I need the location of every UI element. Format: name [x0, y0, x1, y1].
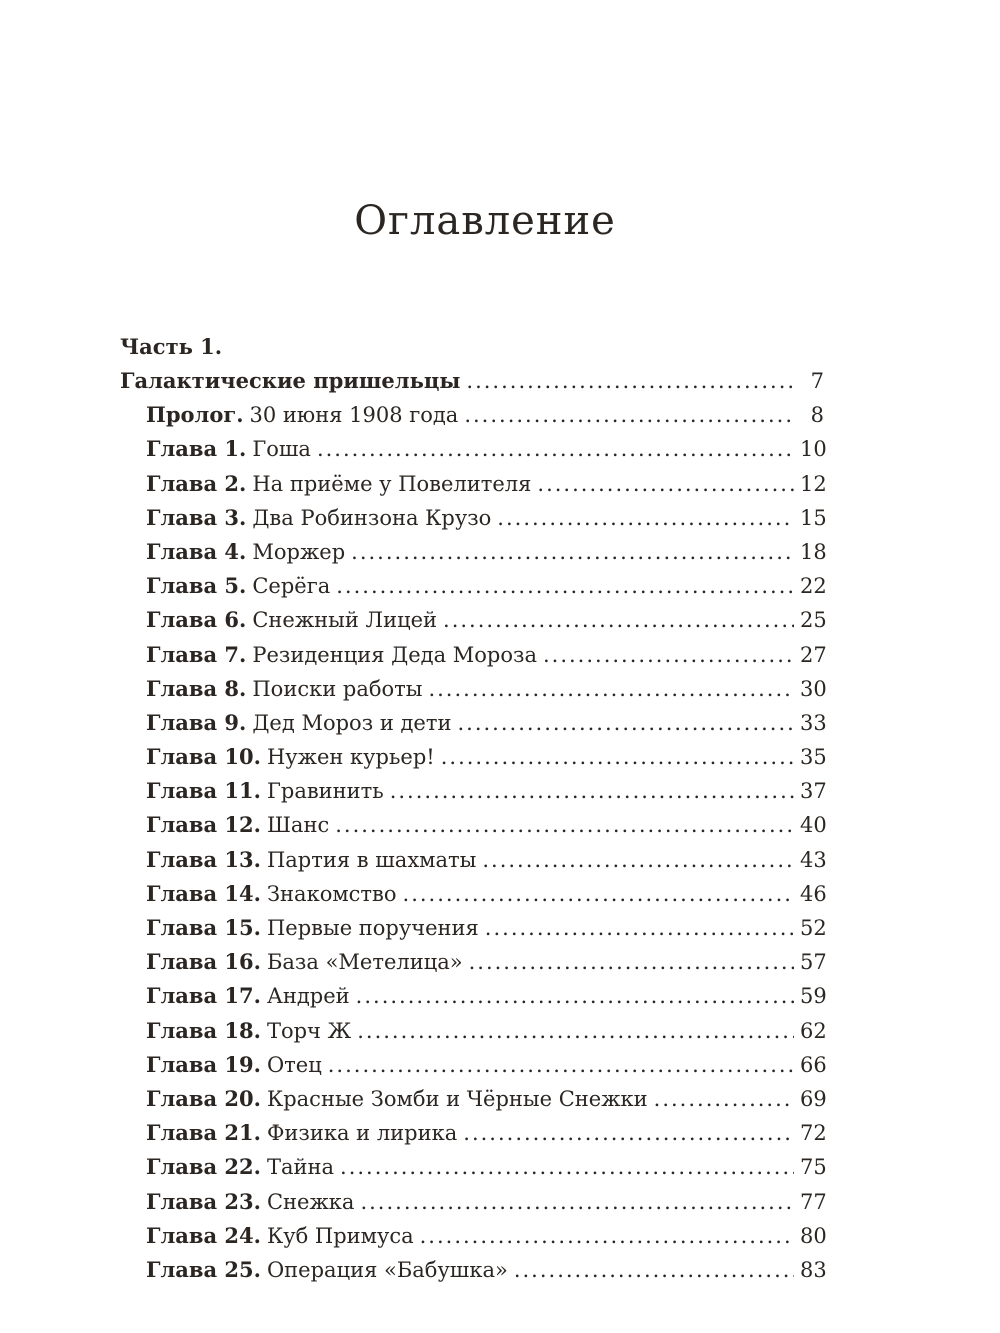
entry-page-number: 15: [800, 505, 827, 530]
dot-leader: [457, 706, 794, 740]
dot-leader: [463, 1116, 794, 1150]
entry-label: Глава 1.: [146, 436, 247, 462]
entry-page-number: 8: [810, 403, 824, 428]
entry-label: Глава 15.: [146, 915, 261, 940]
dot-leader: [428, 672, 794, 706]
toc-entry[interactable]: [120, 535, 827, 569]
entry-title: Первые поручения: [266, 916, 479, 940]
entry-page-number: 33: [800, 710, 827, 735]
entry-title: Красные Зомби и Чёрные Снежки: [266, 1086, 648, 1111]
entry-label: Глава 6.: [146, 607, 247, 633]
dot-leader: [543, 638, 794, 672]
entry-page-number: 75: [800, 1155, 827, 1180]
dot-leader: [340, 1150, 794, 1184]
toc-entry[interactable]: [120, 1082, 827, 1116]
toc-entry[interactable]: [120, 1048, 827, 1082]
toc-entry[interactable]: [120, 1116, 827, 1150]
dot-leader: [360, 1185, 794, 1219]
dot-leader: [654, 1082, 794, 1116]
toc-entry[interactable]: [120, 638, 827, 672]
entry-page-number: 18: [800, 539, 827, 564]
entry-label: Глава 24.: [146, 1222, 261, 1248]
toc-entries: [120, 398, 827, 1287]
entry-title: 30 июня 1908 года: [249, 403, 459, 428]
entry-page-number: 72: [800, 1121, 827, 1146]
toc-entry[interactable]: [120, 945, 827, 979]
entry-label: Глава 18.: [146, 1017, 261, 1043]
entry-page-number: 27: [800, 642, 827, 667]
entry-label: Глава 3.: [146, 504, 247, 530]
dot-leader: [336, 569, 794, 603]
entry-page-number: 46: [800, 881, 827, 906]
entry-label: Глава 13.: [146, 846, 261, 872]
entry-title: На приёме у Повелителя: [252, 471, 532, 496]
entry-page-number: 30: [800, 676, 827, 701]
part-page-number: 7: [810, 369, 824, 393]
page-title: Оглавление: [354, 198, 616, 244]
entry-title: Нужен курьер!: [266, 745, 435, 770]
entry-page-number: 35: [800, 745, 827, 770]
entry-page-number: 25: [800, 608, 827, 633]
entry-title: Шанс: [266, 813, 330, 838]
dot-leader: [443, 603, 794, 637]
entry-label: Глава 12.: [146, 812, 261, 838]
entry-title: Снежный Лицей: [252, 608, 438, 633]
entry-label: Глава 22.: [146, 1154, 261, 1180]
toc-entry[interactable]: [120, 1150, 827, 1184]
toc-entry[interactable]: [120, 672, 827, 706]
entry-title: База «Метелица»: [266, 950, 463, 975]
part-title: Галактические пришельцы: [120, 368, 461, 393]
toc-entry[interactable]: [120, 911, 827, 945]
entry-title: Партия в шахматы: [266, 847, 477, 872]
dot-leader: [357, 1014, 794, 1048]
table-of-contents: [120, 330, 827, 1287]
dot-leader: [328, 1048, 794, 1082]
entry-page-number: 22: [800, 574, 827, 599]
toc-entry[interactable]: [120, 1253, 827, 1287]
dot-leader: [403, 877, 794, 911]
entry-label: Глава 25.: [146, 1256, 261, 1282]
dot-leader: [335, 808, 794, 842]
toc-entry[interactable]: [120, 808, 827, 842]
dot-leader: [497, 501, 794, 535]
dot-leader: [485, 911, 794, 945]
dot-leader: [317, 432, 794, 466]
toc-entry[interactable]: [120, 1185, 827, 1219]
dot-leader: [514, 1253, 794, 1287]
toc-entry[interactable]: [120, 467, 827, 501]
entry-title: Поиски работы: [252, 676, 423, 701]
entry-label: Глава 4.: [146, 538, 247, 564]
entry-label: Глава 17.: [146, 983, 261, 1009]
toc-part-entry[interactable]: [120, 364, 824, 398]
entry-label: Глава 8.: [146, 675, 247, 701]
dot-leader: [469, 945, 794, 979]
toc-entry[interactable]: [120, 706, 827, 740]
entry-page-number: 43: [800, 847, 827, 872]
entry-page-number: 80: [800, 1223, 827, 1248]
entry-label: Глава 9.: [146, 709, 247, 735]
entry-title: Дед Мороз и дети: [252, 710, 452, 735]
dot-leader: [464, 398, 794, 432]
entry-page-number: 52: [800, 916, 827, 940]
toc-entry[interactable]: [120, 1219, 827, 1253]
entry-title: Физика и лирика: [266, 1121, 458, 1146]
entry-title: Операция «Бабушка»: [266, 1257, 508, 1282]
toc-entry[interactable]: [120, 603, 827, 637]
entry-page-number: 66: [800, 1052, 827, 1077]
dot-leader: [351, 535, 794, 569]
dot-leader: [466, 364, 794, 398]
entry-label: Глава 19.: [146, 1051, 261, 1077]
entry-page-number: 40: [800, 813, 827, 838]
entry-page-number: 59: [800, 984, 827, 1009]
dot-leader: [420, 1219, 794, 1253]
entry-title: Серёга: [252, 574, 331, 599]
entry-page-number: 69: [800, 1086, 827, 1111]
entry-page-number: 62: [800, 1018, 827, 1043]
entry-page-number: 83: [800, 1257, 827, 1282]
entry-title: Торч Ж: [266, 1018, 352, 1043]
entry-title: Знакомство: [266, 881, 397, 906]
toc-entry[interactable]: [120, 432, 827, 466]
entry-label: Глава 11.: [146, 778, 261, 804]
toc-entry[interactable]: [120, 843, 827, 877]
entry-label: Глава 14.: [146, 880, 261, 906]
toc-entry[interactable]: [120, 774, 827, 808]
toc-entry[interactable]: [120, 1014, 827, 1048]
entry-title: Отец: [266, 1052, 322, 1077]
entry-title: Два Робинзона Крузо: [252, 505, 492, 530]
entry-label: Глава 20.: [146, 1085, 261, 1111]
dot-leader: [482, 843, 794, 877]
toc-entry[interactable]: [120, 979, 827, 1013]
entry-title: Андрей: [266, 984, 350, 1009]
entry-title: Снежка: [266, 1189, 355, 1214]
toc-entry[interactable]: [120, 569, 827, 603]
entry-title: Тайна: [266, 1155, 335, 1180]
entry-label: Глава 5.: [146, 573, 247, 599]
entry-page-number: 12: [800, 471, 827, 496]
entry-label: Глава 10.: [146, 744, 261, 770]
toc-entry[interactable]: [120, 740, 827, 774]
part-label: Часть 1.: [120, 334, 223, 359]
entry-label: Пролог.: [146, 402, 244, 428]
entry-title: Гравинить: [266, 779, 384, 804]
dot-leader: [390, 774, 794, 808]
dot-leader: [356, 979, 794, 1013]
entry-label: Глава 16.: [146, 949, 261, 975]
entry-title: Гоша: [252, 437, 311, 462]
entry-label: Глава 2.: [146, 470, 247, 496]
dot-leader: [441, 740, 794, 774]
entry-title: Моржер: [252, 539, 346, 564]
entry-title: Резиденция Деда Мороза: [252, 642, 537, 667]
entry-title: Куб Примуса: [266, 1223, 414, 1248]
entry-page-number: 37: [800, 779, 827, 804]
toc-entry[interactable]: [120, 877, 827, 911]
toc-entry[interactable]: [120, 501, 827, 535]
dot-leader: [537, 467, 794, 501]
toc-entry[interactable]: [120, 398, 824, 432]
entry-page-number: 57: [800, 950, 827, 975]
entry-label: Глава 7.: [146, 641, 247, 667]
entry-page-number: 77: [800, 1189, 827, 1214]
entry-page-number: 10: [800, 437, 827, 462]
entry-label: Глава 21.: [146, 1120, 261, 1146]
entry-label: Глава 23.: [146, 1188, 261, 1214]
